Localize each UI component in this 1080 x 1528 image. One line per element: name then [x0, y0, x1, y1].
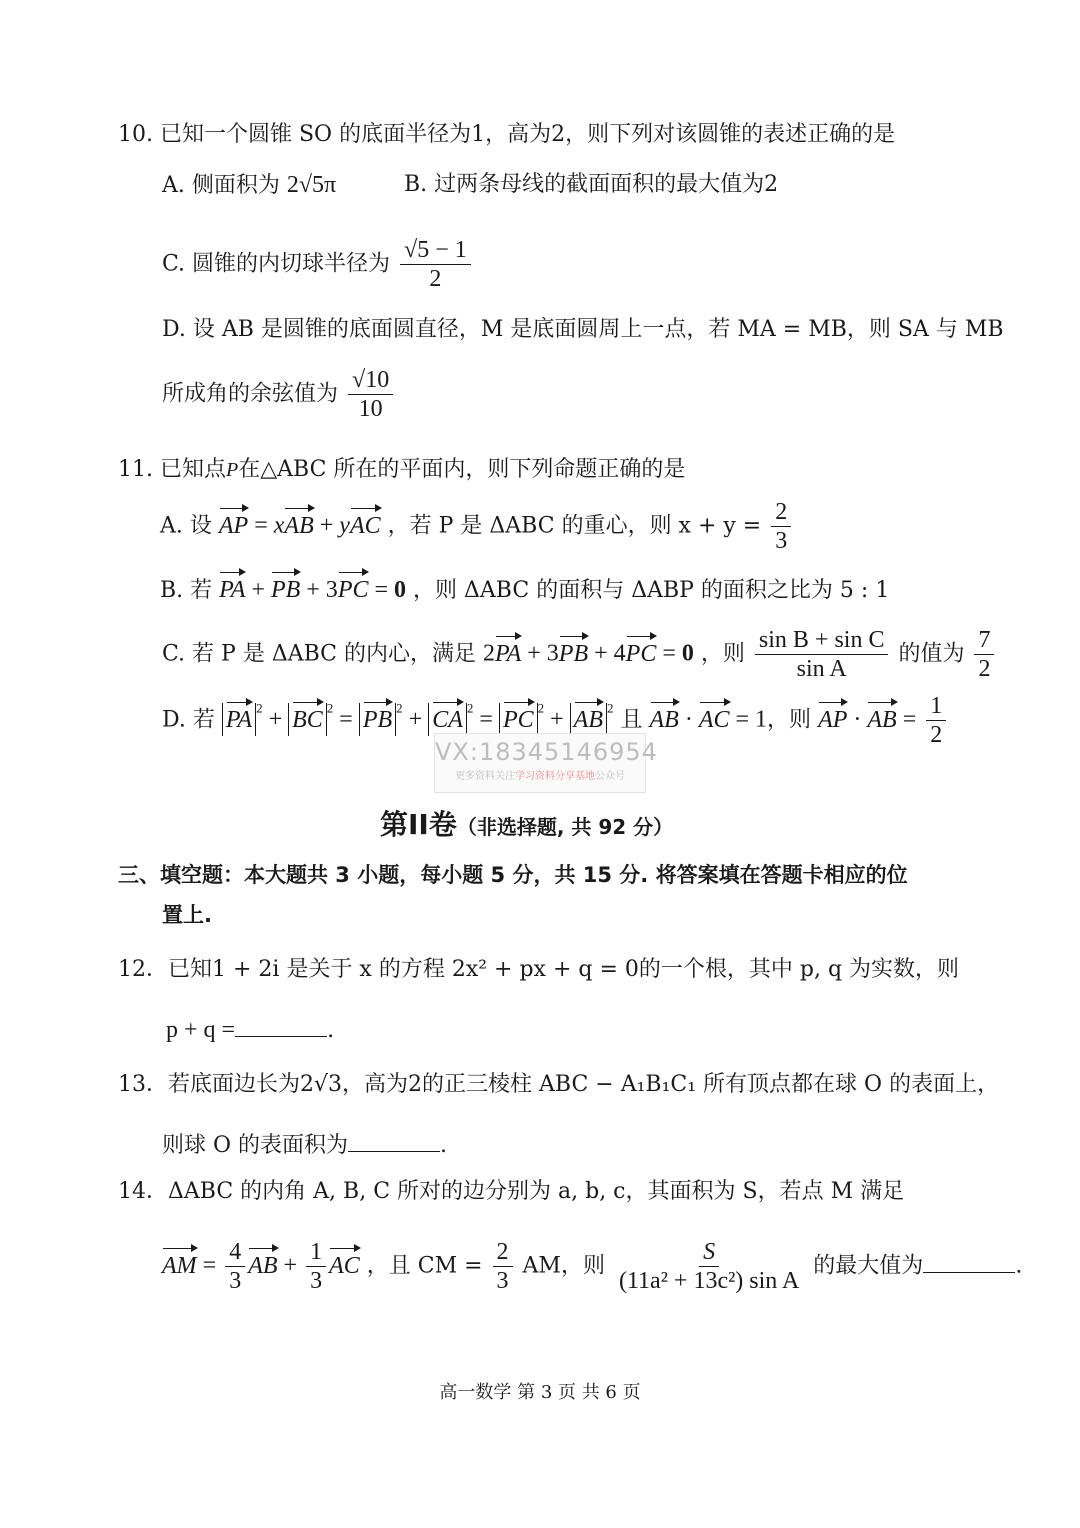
q11-stem-pre: 11. 已知点 — [118, 457, 226, 482]
q10-a-label: A. 侧面积为 — [162, 173, 280, 198]
q11-c-post: 的值为 — [898, 641, 965, 667]
q11-stem — [118, 455, 685, 485]
q14-main-fraction — [615, 1238, 803, 1295]
q10-option-d-cont — [162, 366, 396, 423]
vec-AM: AM — [162, 1249, 197, 1281]
q14-am: AM，则 — [522, 1253, 605, 1279]
vec-PA: PA — [219, 573, 245, 605]
q13-line1-text: 13．若底面边长为2√3，高为2的正三棱柱 ABC − A₁B₁C₁ 所有顶点都在球 O 的表面上， — [118, 1072, 1000, 1097]
part2-subtitle: （非选择题, 共 92 分） — [456, 815, 674, 839]
q12-line1 — [118, 955, 959, 985]
q10-c-denominator: 2 — [429, 266, 442, 292]
section3-line1-text: 三、填空题：本大题共 3 小题，每小题 5 分，共 15 分. 将答案填在答题卡相应的位 — [118, 863, 908, 887]
q10-option-d — [162, 315, 1004, 345]
q10-c-fraction — [400, 236, 471, 293]
q11-option-a: A. 设 AP = xAB + yAC ，若 P 是 ΔABC 的重心，则 x + y = $\frac{2}{3}$ — [160, 498, 794, 555]
q14-frac-4-3: $\frac{4}{3}$ — [225, 1238, 245, 1295]
q10-option-b — [404, 170, 778, 200]
watermark-sub-red: 学习资料分享基地 — [515, 771, 595, 782]
page-footer: 高一数学 第 3 页 共 6 页 — [439, 1382, 641, 1403]
q11-a-denominator: 3 — [775, 528, 788, 554]
vec-PC: PC — [338, 573, 369, 605]
q11-c-denominator: sin A — [796, 656, 847, 682]
q10-d-denominator: 10 — [358, 396, 383, 422]
q11-a-mid: ，若 P 是 ΔABC 的重心，则 x + y = — [387, 513, 762, 539]
q11-stem-p: P — [225, 459, 239, 481]
q14-line2: AM = $\frac{4}{3}$ AB + $\frac{1}{3}$ AC ，且 CM = $\frac{2}{3}$ AM，则 $\frac{S}{\text{(11a² + 13c²) sin A}}$ 的最大值为 . — [162, 1239, 1023, 1294]
q11-a-pre: A. 设 — [160, 513, 212, 539]
q12-line1-text: 12．已知1 + 2i 是关于 x 的方程 2x² + px + q = 0的一个根，其中 p, q 为实数，则 — [118, 957, 960, 982]
q14-answer-blank[interactable] — [923, 1248, 1015, 1273]
vec-AP: AP — [219, 509, 248, 541]
q14-denominator: (11a² + 13c²) sin A — [618, 1268, 800, 1294]
q11-c-numerator: sin B + sin C — [755, 626, 889, 655]
q10-d-cont-text: 所成角的余弦值为 — [162, 381, 339, 407]
q11-b-post: ，则 ΔABC 的面积与 ΔABP 的面积之比为 5 : 1 — [413, 578, 890, 603]
q10-b-text: B. 过两条母线的截面面积的最大值为2 — [404, 172, 779, 197]
watermark-sub-pre: 更多资料关注 — [455, 771, 515, 782]
q12-answer-blank[interactable] — [235, 1012, 327, 1037]
q11-a-fraction — [771, 498, 791, 555]
vec-AB-14: AB — [248, 1249, 277, 1281]
section3-line2 — [162, 900, 212, 930]
q11-d-mid2: ，则 — [767, 707, 812, 733]
q11-d-numerator: 1 — [926, 692, 946, 721]
q11-d-mid: 且 — [620, 707, 643, 733]
q12-line2-text: p + q = — [166, 1017, 236, 1043]
q13-line2: 则球 O 的表面积为 . — [162, 1127, 447, 1161]
q14-frac-1-3: $\frac{1}{3}$ — [306, 1238, 326, 1295]
q10-d-text: D. 设 AB 是圆锥的底面圆直径，M 是底面圆周上一点，若 MA = MB，则 SA 与 MB — [162, 317, 1004, 342]
q11-c-value-fraction — [974, 626, 994, 683]
vec-PC-c: PC — [626, 637, 657, 669]
q10-c-label: C. 圆锥的内切球半径为 — [162, 251, 391, 277]
q11-c-value-denominator: 2 — [978, 656, 991, 682]
vec-PB-c: PB — [559, 637, 588, 669]
q11-d-pre: D. 若 — [162, 707, 215, 733]
q10-d-fraction — [348, 366, 393, 423]
section3-line1 — [118, 860, 908, 890]
q14-mid: ，且 CM = — [366, 1253, 483, 1279]
watermark-box — [434, 733, 658, 793]
q14-numerator: S — [699, 1238, 719, 1267]
watermark-sub-post: 公众号 — [595, 771, 625, 782]
q10-option-a — [162, 170, 336, 201]
q10-c-numerator: √5 − 1 — [400, 236, 471, 265]
q13-line2-text: 则球 O 的表面积为 — [162, 1133, 349, 1158]
vec-AC-14: AC — [329, 1249, 360, 1281]
q11-c-mid: ，则 — [700, 641, 745, 667]
q10-d-numerator: √10 — [348, 366, 393, 395]
q11-d-denominator: 2 — [930, 722, 943, 748]
q11-option-b: B. 若 PA + PB + 3PC = 0 ，则 ΔABC 的面积与 ΔABP 的面积之比为 5 : 1 — [160, 573, 889, 606]
vec-AB: AB — [284, 509, 313, 541]
q11-option-d: D. 若 PA $^2$ + BC $^2$ = PB $^2$ + CA $^2$ = PC $^2$ + AB $^2$ 且 AB · AC = 1，则 AP · AB = $\frac{1}{2}$ — [162, 692, 949, 749]
q14-line1 — [118, 1177, 904, 1207]
part2-title: 第II卷 — [380, 808, 457, 841]
q13-line1 — [118, 1070, 999, 1100]
q10-a-value: 2√5π — [286, 172, 337, 198]
vec-PB: PB — [271, 573, 300, 605]
q10-stem-text: 10. 已知一个圆锥 SO 的底面半径为1，高为2，则下列对该圆锥的表述正确的是 — [118, 122, 896, 147]
q14-line1-text: 14．ΔABC 的内角 A, B, C 所对的边分别为 a, b, c，其面积为 S，若点 M 满足 — [118, 1179, 905, 1204]
q11-stem-post: 在△ABC 所在的平面内，则下列命题正确的是 — [238, 457, 686, 482]
vec-PA-c: PA — [495, 637, 521, 669]
q11-a-numerator: 2 — [771, 498, 791, 527]
q11-option-c: C. 若 P 是 ΔABC 的内心，满足 2PA + 3PB + 4PC = 0 ，则 $\frac{\text{sin B + sin C}}{\text{sin A}}$ 的值为 $\frac{7}{2}$ — [162, 626, 997, 683]
q11-d-fraction — [926, 692, 946, 749]
section3-line2-text: 置上. — [162, 903, 212, 927]
q11-c-value-numerator: 7 — [974, 626, 994, 655]
vec-AC: AC — [350, 509, 381, 541]
q11-c-fraction — [755, 626, 889, 683]
q14-post: 的最大值为 — [813, 1253, 924, 1279]
q14-frac-2-3: $\frac{2}{3}$ — [493, 1238, 513, 1295]
part2-heading — [380, 803, 673, 843]
q12-line2: p + q = . — [166, 1012, 334, 1046]
q11-b-pre: B. 若 — [160, 578, 213, 603]
q10-option-c — [162, 236, 474, 293]
q10-stem — [118, 120, 895, 150]
watermark-text: VX:18345146954 — [435, 738, 658, 766]
q11-c-pre: C. 若 P 是 ΔABC 的内心，满足 — [162, 641, 476, 667]
watermark-subline — [435, 770, 645, 784]
q13-answer-blank[interactable] — [348, 1127, 440, 1152]
